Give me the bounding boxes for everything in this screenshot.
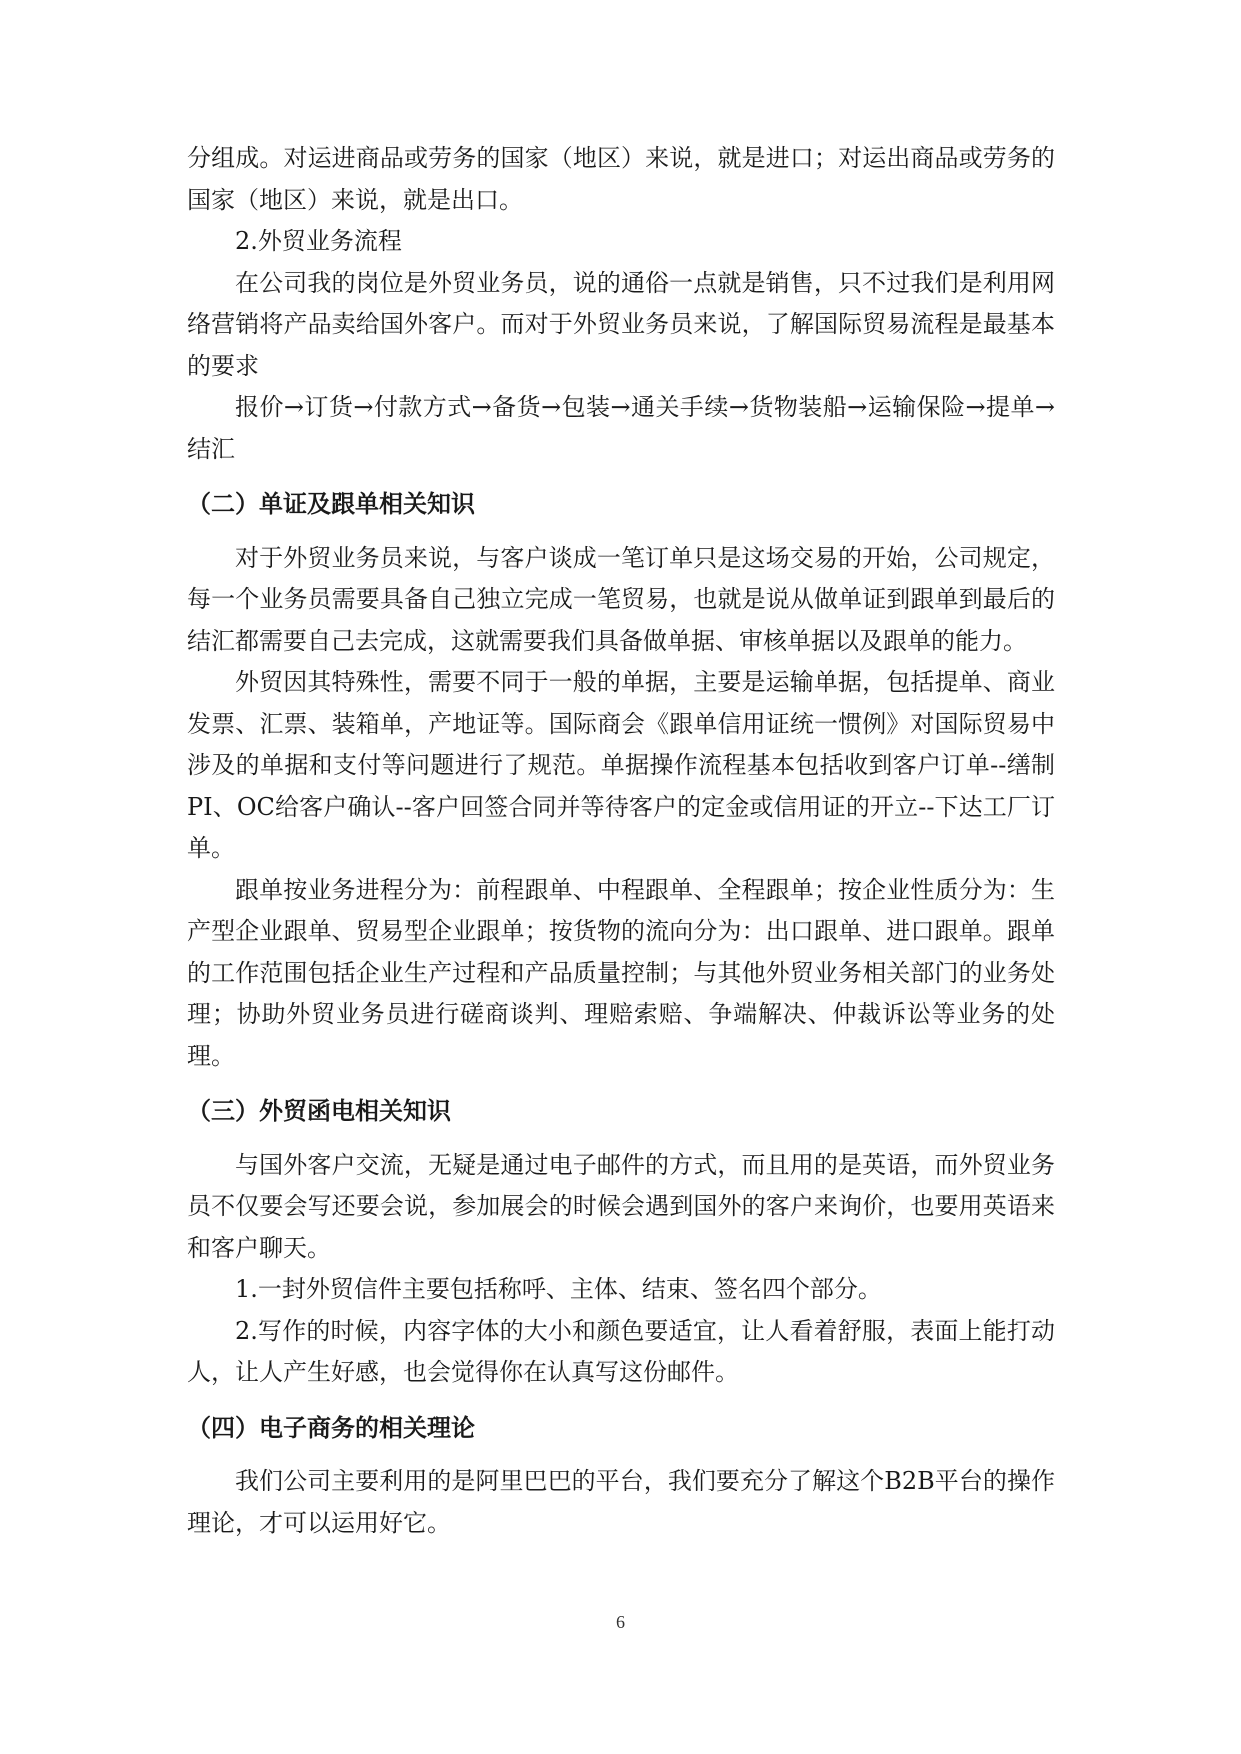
- list-item-trade-process: 2.外贸业务流程: [235, 227, 402, 255]
- list-item-writing-tips: 2.写作的时候，内容字体的大小和颜色要适宜，让人看着舒服，表面上能打动人，让人产生好感，也会觉得你在认真写这份邮件。: [187, 1316, 1055, 1386]
- paragraph-intro-continued: 分组成。对运进商品或劳务的国家（地区）来说，就是进口；对运出商品或劳务的国家（地区）来说，就是出口。: [187, 144, 1055, 214]
- paragraph-documents-1: 对于外贸业务员来说，与客户谈成一笔订单只是这场交易的开始，公司规定，每一个业务员需要具备自己独立完成一笔贸易，也就是说从做单证到跟单到最后的结汇都需要自己去完成，这就需要我们具备做单据、审核单据以及跟单的能力。: [187, 543, 1055, 655]
- paragraph-correspondence-1: 与国外客户交流，无疑是通过电子邮件的方式，而且用的是英语，而外贸业务员不仅要会写还要会说，参加展会的时候会遇到国外的客户来询价，也要用英语来和客户聊天。: [187, 1150, 1055, 1262]
- list-item-letter-parts: 1.一封外贸信件主要包括称呼、主体、结束、签名四个部分。: [235, 1275, 882, 1303]
- page-number: 6: [616, 1612, 625, 1632]
- section-heading-correspondence: （三）外贸函电相关知识: [187, 1097, 451, 1125]
- paragraph-process-flow: 报价→订货→付款方式→备货→包装→通关手续→货物装船→运输保险→提单→结汇: [187, 393, 1055, 463]
- paragraph-documents-3: 跟单按业务进程分为：前程跟单、中程跟单、全程跟单；按企业性质分为：生产型企业跟单、贸易型企业跟单；按货物的流向分为：出口跟单、进口跟单。跟单的工作范围包括企业生产过程和产品质量控制；与其他外贸业务相关部门的业务处理；协助外贸业务员进行磋商谈判、理赔索赔、争端解决、仲裁诉讼等业务的处理。: [187, 875, 1055, 1070]
- paragraph-job-role: 在公司我的岗位是外贸业务员，说的通俗一点就是销售，只不过我们是利用网络营销将产品卖给国外客户。而对于外贸业务员来说，了解国际贸易流程是最基本的要求: [187, 268, 1055, 380]
- section-heading-ecommerce: （四）电子商务的相关理论: [187, 1413, 475, 1442]
- section-heading-documents: （二）单证及跟单相关知识: [187, 490, 475, 518]
- paragraph-ecommerce: 我们公司主要利用的是阿里巴巴的平台，我们要充分了解这个B2B平台的操作理论，才可以运用好它。: [187, 1467, 1055, 1537]
- paragraph-documents-2: 外贸因其特殊性，需要不同于一般的单据，主要是运输单据，包括提单、商业发票、汇票、装箱单，产地证等。国际商会《跟单信用证统一惯例》对国际贸易中涉及的单据和支付等问题进行了规范。单据操作流程基本包括收到客户订单--缮制PI、OC给客户确认--客户回签合同并等待客户的定金或信用证的开立--下达工厂订单。: [187, 668, 1055, 862]
- document-body: [187, 138, 1055, 1544]
